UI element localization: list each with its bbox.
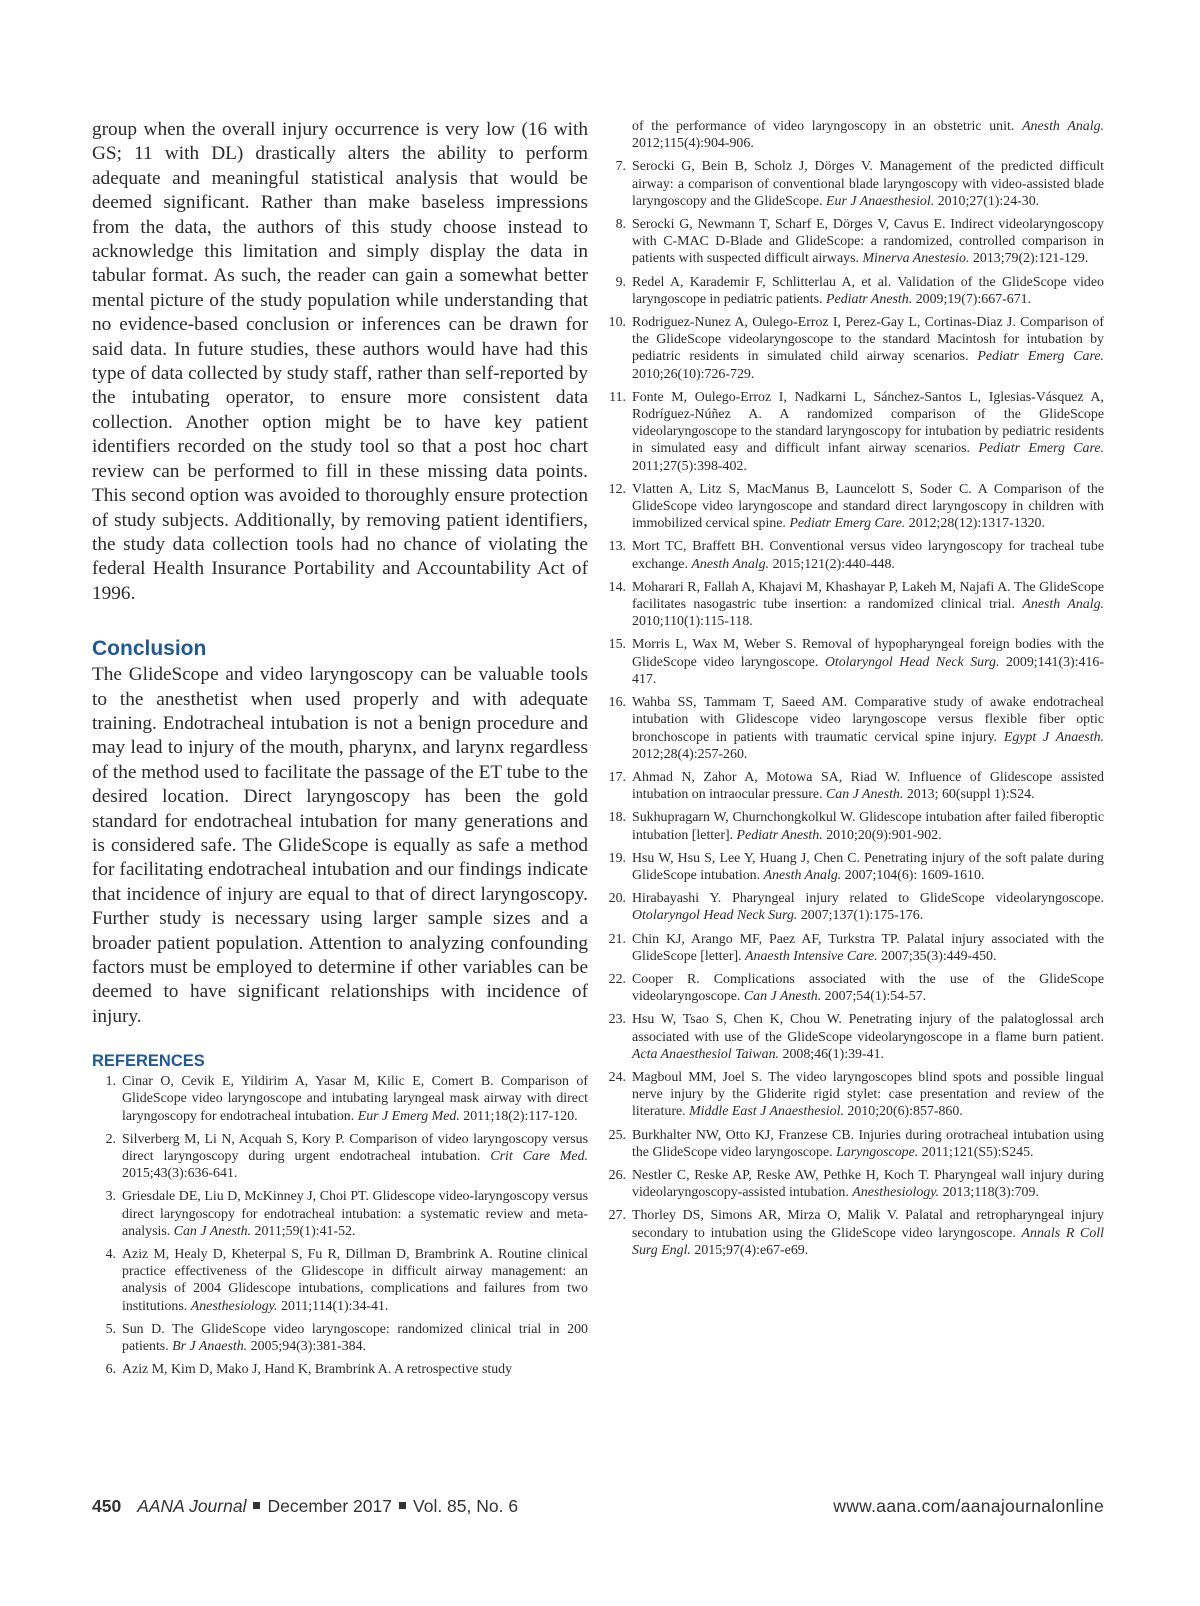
reference-item: 5. Sun D. The GlideScope video laryngoscope: randomized clinical trial in 200 patients. Br J Anaesth. 2005;94(3):381-384. bbox=[105, 1321, 588, 1355]
reference-item: 15. Morris L, Wax M, Weber S. Removal of hypopharyngeal foreign bodies with the GlideScope video laryngoscope. Otolaryngol Head Neck Surg. 2009;141(3):416-417. bbox=[608, 637, 1104, 687]
page-number: 450 bbox=[92, 1496, 122, 1516]
journal-title: AANA Journal bbox=[137, 1496, 247, 1516]
page-footer bbox=[92, 1494, 1104, 1518]
journal-url: www.aana.com/aanajournalonline bbox=[833, 1496, 1104, 1516]
reference-item: 17. Ahmad N, Zahor A, Motowa SA, Riad W. Influence of Glidescope assisted intubation on intraocular pressure. Can J Anesth. 2013; 60(suppl 1):S24. bbox=[608, 769, 1104, 803]
intro-paragraph: group when the overall injury occurrence is very low (16 with GS; 11 with DL) drastically alters the ability to perform adequate and meaningful statistical analysis that would be deemed significant. Rather than make baseless impressions from the data, the authors of this study choose instead to acknowledge this limitation and simply display the data in tabular format. As such, the reader can gain a somewhat better mental picture of the study population while understanding that no evidence-based conclusion or inferences can be drawn for said data. In future studies, these authors would have had this type of data collected by study staff, rather than self-reported by the intubating operator, to ensure more consistent data collection. Another option might be to have key patient identifiers recorded on the study tool so that a post hoc chart review can be performed to fill in these missing data points. This second option was avoided to thoroughly ensure protection of study subjects. Additionally, by removing patient identifiers, the study data collection tools had no chance of violating the federal Health Insurance Portability and Accountability Act of 1996. bbox=[92, 119, 588, 604]
separator-square-icon bbox=[399, 1502, 406, 1509]
reference-item: 25. Burkhalter NW, Otto KJ, Franzese CB. Injuries during orotracheal intubation using the GlideScope video laryngoscope. Laryngoscope. 2011;121(S5):S245. bbox=[608, 1127, 1104, 1160]
reference-item: 4. Aziz M, Healy D, Kheterpal S, Fu R, Dillman D, Brambrink A. Routine clinical practice effectiveness of the Glidescope in difficult airway management: an analysis of 2004 Glidescope intubations, complications and failures from two institutions. Anesthesiology. 2011;114(1):34-41. bbox=[105, 1247, 588, 1314]
issue-volume: Vol. 85, No. 6 bbox=[413, 1496, 519, 1516]
conclusion-heading: Conclusion bbox=[92, 637, 207, 661]
reference-item: 9. Redel A, Karademir F, Schlitterlau A, et al. Validation of the GlideScope video laryngoscope in pediatric patients. Pediatr Anesth. 2009;19(7):667-671. bbox=[615, 274, 1104, 307]
reference-item: 10. Rodriguez-Nunez A, Oulego-Erroz I, Perez-Gay L, Cortinas-Diaz J. Comparison of the GlideScope videolaryngoscope to the standard Macintosh for intubation by pediatric residents in simulated child airway scenarios. Pediatr Emerg Care. 2010;26(10):726-729. bbox=[608, 315, 1104, 382]
reference-item: 12. Vlatten A, Litz S, MacManus B, Launcelott S, Soder C. A Comparison of the GlideScope video laryngoscope and standard direct laryngoscopy in children with immobilized cervical spine. Pediatr Emerg Care. 2012;28(12):1317-1320. bbox=[608, 481, 1104, 532]
reference-item: 7. Serocki G, Bein B, Scholz J, Dörges V. Management of the predicted difficult airway: a comparison of conventional blade laryngoscopy with video-assisted blade laryngoscopy and the GlideScope. Eur J Anaesthesiol. 2010;27(1):24-30. bbox=[615, 159, 1104, 209]
reference-item: 8. Serocki G, Newmann T, Scharf E, Dörges V, Cavus E. Indirect videolaryngoscopy with C-MAC D-Blade and GlideScope: a randomized, controlled comparison in patients with suspected difficult airways. Minerva Anestesio. 2013;79(2):121-129. bbox=[615, 217, 1104, 267]
reference-item: 27. Thorley DS, Simons AR, Mirza O, Malik V. Palatal and retropharyngeal injury secondary to intubation using the GlideScope video laryngoscope. Annals R Coll Surg Engl. 2015;97(4):e67-e69. bbox=[608, 1208, 1104, 1258]
separator-square-icon bbox=[253, 1502, 260, 1509]
reference-item: 13. Mort TC, Braffett BH. Conventional versus video laryngoscopy for tracheal tube exchange. Anesth Analg. 2015;121(2):440-448. bbox=[608, 539, 1104, 572]
reference-item: 1. Cinar O, Cevik E, Yildirim A, Yasar M, Kilic E, Comert B. Comparison of GlideScope video laryngoscope and intubating laryngeal mask airway with direct laryngoscopy for endotracheal intubation. Eur J Emerg Med. 2011;18(2):117-120. bbox=[105, 1074, 588, 1124]
conclusion-paragraph: The GlideScope and video laryngoscopy can be valuable tools to the anesthetist when used properly and with adequate training. Endotracheal intubation is not a benign procedure and may lead to injury of the mouth, pharynx, and larynx regardless of the method used to facilitate the passage of the ET tube to the desired location. Direct laryngoscopy has been the gold standard for endotracheal intubation for many generations and is considered safe. The GlideScope is equally as safe a method for facilitating endotracheal intubation and our findings indicate that incidence of injury are equal to that of direct laryngoscopy. Further study is necessary using larger sample sizes and a broader patient population. Attention to analyzing confounding factors must be employed to determine if other variables can be deemed to have significant relationships with incidence of injury. bbox=[92, 664, 588, 1027]
reference-item: 6. Aziz M, Kim D, Mako J, Hand K, Brambrink A. A retrospective study bbox=[105, 1362, 513, 1378]
reference-item: 24. Magboul MM, Joel S. The video laryngoscopes blind spots and possible lingual nerve injury by the Gliderite rigid stylet: case presentation and review of the literature. Middle East J Anaesthesiol. 2010;20(6):857-860. bbox=[608, 1069, 1104, 1120]
reference-item: 20. Hirabayashi Y. Pharyngeal injury related to GlideScope videolaryngoscope. Otolaryngol Head Neck Surg. 2007;137(1):175-176. bbox=[608, 891, 1104, 924]
reference-item: 23. Hsu W, Tsao S, Chen K, Chou W. Penetrating injury of the palatoglossal arch associated with use of the GlideScope videolaryngoscope in a flame burn patient. Acta Anaesthesiol Taiwan. 2008;46(1):39-41. bbox=[608, 1012, 1104, 1062]
reference-list-left bbox=[92, 1073, 588, 1378]
right-column bbox=[602, 118, 1104, 1265]
reference-item: 26. Nestler C, Reske AP, Reske AW, Pethke H, Koch T. Pharyngeal wall injury during videolaryngoscopy-assisted intubation. Anesthesiology. 2013;118(3):709. bbox=[608, 1167, 1104, 1201]
left-column bbox=[92, 118, 588, 1384]
reference-item: 3. Griesdale DE, Liu D, McKinney J, Choi PT. Glidescope video-laryngoscopy versus direct laryngoscopy for endotracheal intubation: a systematic review and meta-analysis. Can J Anesth. 2011;59(1):41-52. bbox=[105, 1189, 588, 1239]
reference-item: 18. Sukhupragarn W, Churnchongkolkul W. Glidescope intubation after failed fiberoptic intubation [letter]. Pediatr Anesth. 2010;20(9):901-902. bbox=[608, 810, 1104, 843]
reference-item: 16. Wahba SS, Tammam T, Saeed AM. Comparative study of awake endotracheal intubation with Glidescope video laryngoscope versus flexible fiber optic bronchoscope in patients with traumatic cervical spine injury. Egypt J Anaesth. 2012;28(4):257-260. bbox=[608, 695, 1104, 762]
reference-item: 14. Moharari R, Fallah A, Khajavi M, Khashayar P, Lakeh M, Najafi A. The GlideScope facilitates nasogastric tube insertion: a randomized clinical trial. Anesth Analg. 2010;110(1):115-118. bbox=[608, 579, 1104, 630]
reference-item: 21. Chin KJ, Arango MF, Paez AF, Turkstra TP. Palatal injury associated with the GlideScope [letter]. Anaesth Intensive Care. 2007;35(3):449-450. bbox=[608, 931, 1104, 964]
issue-date: December 2017 bbox=[267, 1496, 392, 1516]
references-heading: REFERENCES bbox=[92, 1052, 205, 1071]
reference-list-right bbox=[602, 118, 1104, 1259]
reference-item: 11. Fonte M, Oulego-Erroz I, Nadkarni L, Sánchez-Santos L, Iglesias-Vásquez A, Rodríguez-Núñez A. A randomized comparison of the GlideScope videolaryngoscope to the standard laryngoscopy for intubation by pediatric residents in simulated easy and difficult infant airway scenarios. Pediatr Emerg Care. 2011;27(5):398-402. bbox=[609, 389, 1104, 474]
reference-item-continued: of the performance of video laryngoscopy in an obstetric unit. Anesth Analg. 2012;115(4):904-906. bbox=[632, 119, 1104, 152]
reference-item: 22. Cooper R. Complications associated with the use of the GlideScope videolaryngoscope. Can J Anesth. 2007;54(1):54-57. bbox=[608, 971, 1104, 1005]
reference-item: 19. Hsu W, Hsu S, Lee Y, Huang J, Chen C. Penetrating injury of the soft palate during GlideScope intubation. Anesth Analg. 2007;104(6): 1609-1610. bbox=[608, 850, 1104, 883]
reference-item: 2. Silverberg M, Li N, Acquah S, Kory P. Comparison of video laryngoscopy versus direct laryngoscopy during urgent endotracheal intubation. Crit Care Med. 2015;43(3):636-641. bbox=[105, 1131, 588, 1182]
